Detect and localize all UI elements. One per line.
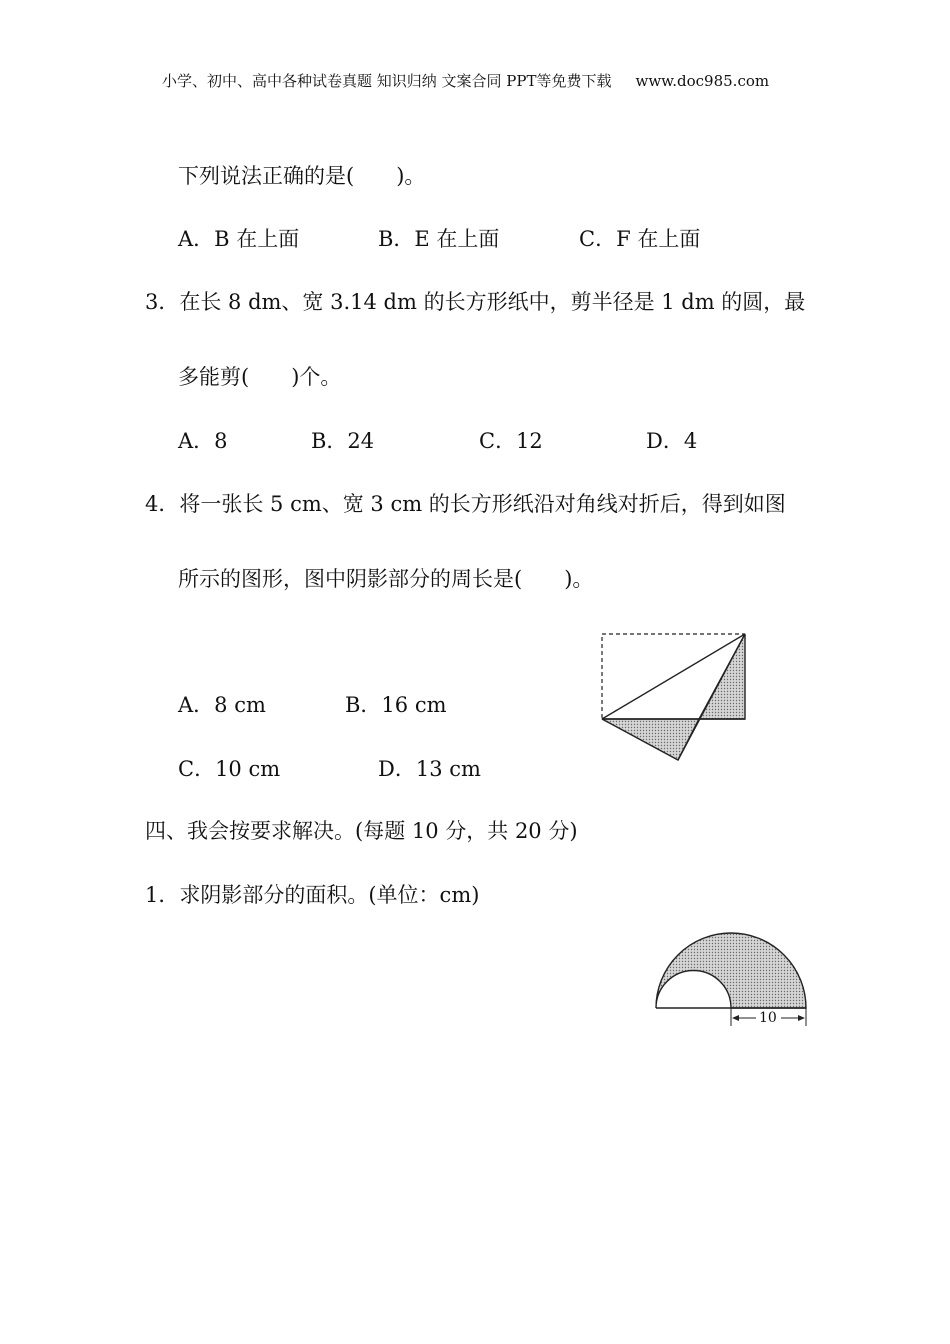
diagonal-line	[602, 634, 745, 719]
q4-line1: 4．将一张长 5 cm、宽 3 cm 的长方形纸沿对角线对折后，得到如图	[145, 492, 786, 516]
q3-line2: 多能剪( )个。	[178, 365, 342, 389]
q3-option-a: A．8	[178, 429, 228, 453]
shaded-triangle-bottom	[602, 719, 699, 760]
q4-option-d: D．13 cm	[378, 757, 481, 781]
q4-line2: 所示的图形，图中阴影部分的周长是( )。	[178, 567, 594, 591]
q3-line1: 3．在长 8 dm、宽 3.14 dm 的长方形纸中，剪半径是 1 dm 的圆，最	[145, 290, 806, 314]
q3-option-b: B．24	[311, 429, 375, 453]
q3-option-c: C．12	[479, 429, 543, 453]
q2-option-c: C．F 在上面	[579, 227, 701, 251]
header-url: www.doc985.com	[635, 72, 770, 90]
q2-stem: 下列说法正确的是( )。	[178, 164, 426, 188]
header-text: 小学、初中、高中各种试卷真题 知识归纳 文案合同 PPT等免费下载	[162, 72, 612, 90]
q3-option-d: D．4	[646, 429, 698, 453]
shaded-triangle-right	[699, 634, 745, 719]
dim-arrowhead-right	[798, 1015, 805, 1021]
q2-option-b: B．E 在上面	[378, 227, 500, 251]
section4-title: 四、我会按要求解决。(每题 10 分，共 20 分)	[145, 819, 578, 843]
section4-q1: 1．求阴影部分的面积。(单位：cm)	[145, 883, 480, 907]
dimension-label: 10	[759, 1010, 777, 1026]
fold-edge	[678, 634, 745, 760]
dim-arrowhead-left	[732, 1015, 739, 1021]
q2-option-a: A．B 在上面	[178, 227, 300, 251]
page-header	[162, 70, 769, 91]
shaded-ring	[656, 933, 806, 1008]
q4-option-b: B．16 cm	[345, 693, 447, 717]
dashed-outline	[602, 634, 745, 718]
q4-option-a: A．8 cm	[178, 693, 266, 717]
q4-option-c: C．10 cm	[178, 757, 281, 781]
